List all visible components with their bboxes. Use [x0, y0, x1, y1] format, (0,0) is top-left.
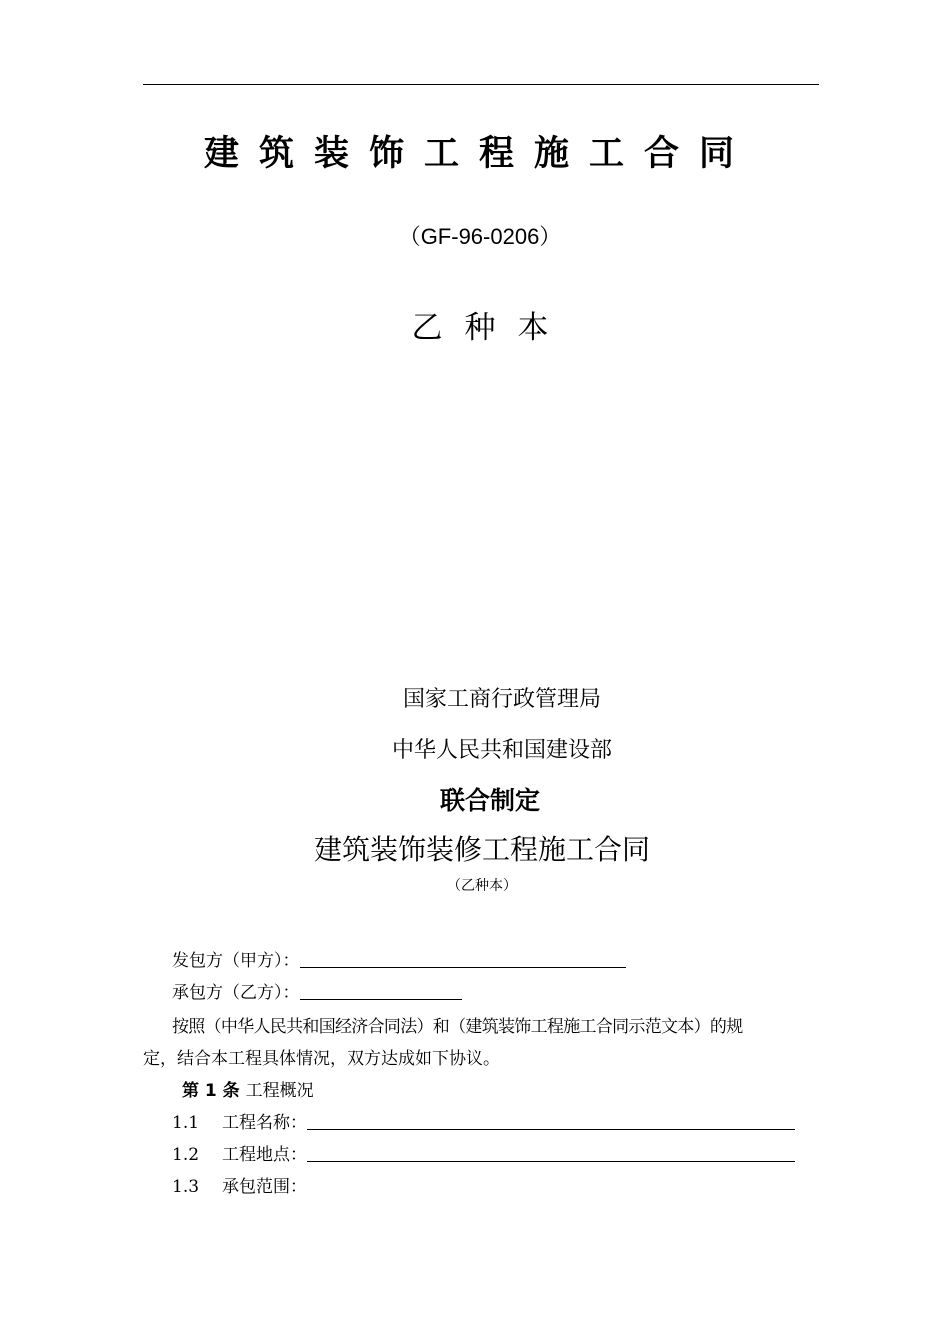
item-row [172, 1108, 795, 1133]
article-1-number: 第 1 条 [182, 1081, 240, 1101]
item-number: 1.3 [172, 1177, 200, 1197]
party-b-label: 承包方（乙方）： [172, 983, 300, 1003]
document-code: （GF-96-0206） [398, 224, 562, 249]
edition-label: 乙种本 [411, 310, 571, 346]
item-row [172, 1172, 307, 1197]
party-a-label: 发包方（甲方）： [172, 951, 300, 971]
party-b-blank[interactable] [300, 981, 462, 1000]
header-rule [143, 84, 819, 85]
sub-edition-label: （乙种本） [447, 878, 517, 894]
party-b-row [172, 978, 462, 1003]
preamble-line-2: 定，结合本工程具体情况，双方达成如下协议。 [143, 1049, 500, 1069]
item-number: 1.2 [172, 1145, 200, 1165]
party-a-row [172, 946, 626, 971]
article-1-name: 工程概况 [245, 1081, 314, 1101]
item-label: 承包范围： [222, 1177, 307, 1197]
project-location-blank[interactable] [307, 1143, 795, 1162]
item-number: 1.1 [172, 1113, 200, 1133]
joint-issue-label: 联合制定 [439, 786, 540, 815]
party-a-blank[interactable] [300, 949, 626, 968]
document-subtitle: 建筑装饰装修工程施工合同 [313, 833, 650, 866]
project-name-blank[interactable] [307, 1111, 795, 1130]
issuing-agency-2: 中华人民共和国建设部 [391, 738, 612, 763]
document-title: 建筑装饰工程施工合同 [203, 133, 754, 174]
article-1-heading [182, 1076, 314, 1101]
item-row [172, 1140, 795, 1165]
item-label: 工程名称： [222, 1113, 307, 1133]
issuing-agency-1: 国家工商行政管理局 [402, 687, 601, 712]
item-label: 工程地点： [222, 1145, 307, 1165]
preamble-line-1: 按照（中华人民共和国经济合同法）和（建筑装饰工程施工合同示范文本）的规 [172, 1017, 743, 1037]
